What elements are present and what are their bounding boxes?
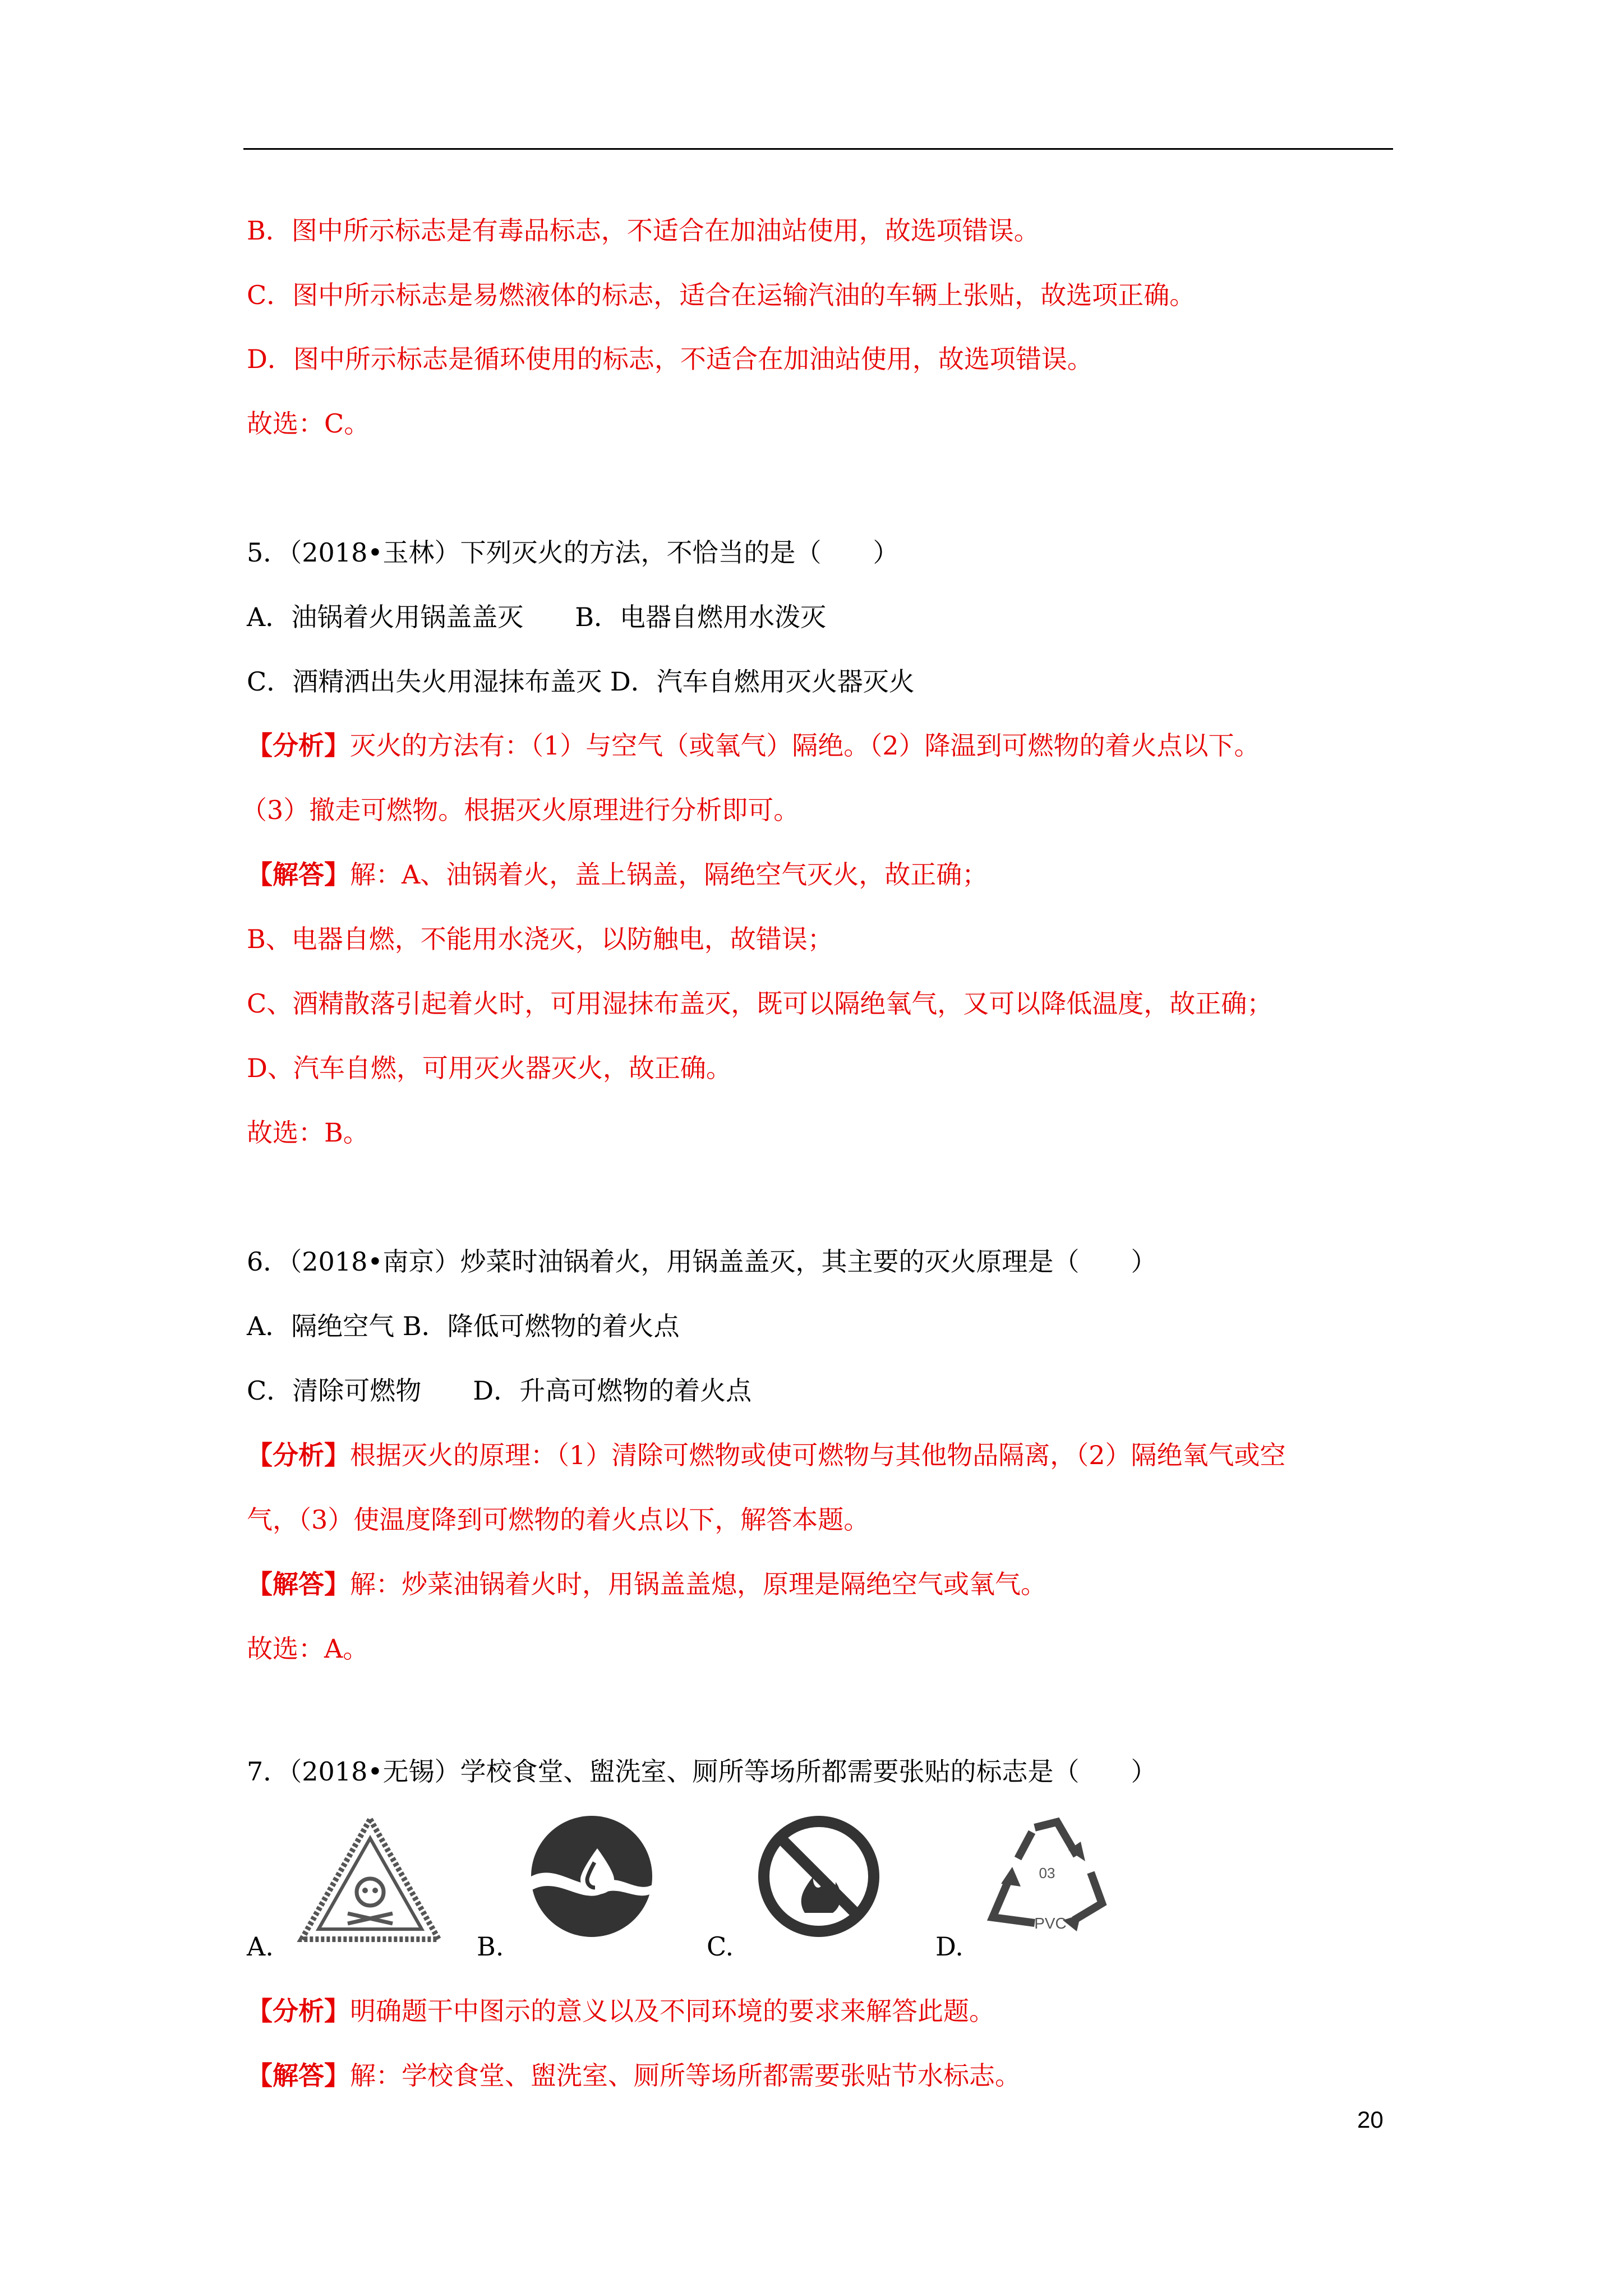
- question-6-analysis: [247, 1438, 1286, 1472]
- analysis-tag: 【分析】: [247, 730, 350, 761]
- text-line: C．图中所示标志是易燃液体的标志，适合在运输汽油的车辆上张贴，故选项正确。: [247, 280, 1196, 310]
- question-6-analysis-cont: 气，（3）使温度降到可燃物的着火点以下，解答本题。: [247, 1504, 870, 1535]
- answer-tag: 【解答】: [247, 2060, 350, 2091]
- analysis-tag: 【分析】: [247, 1996, 350, 2026]
- page-number: 20: [1357, 2106, 1384, 2133]
- question-5-answer: [247, 858, 988, 891]
- question-5-options-ab: A．油锅着火用锅盖盖灭 B．电器自燃用水泼灭: [247, 602, 827, 632]
- question-5-answer-d: D、汽车自燃，可用灭火器灭火，故正确。: [247, 1053, 732, 1083]
- question-6: 6．（2018•南京）炒菜时油锅着火，用锅盖盖灭，其主要的灭火原理是（ ）: [247, 1246, 1157, 1277]
- question-6-answer: [247, 1567, 1046, 1601]
- header-rule: [243, 148, 1393, 150]
- water-saving-icon: [524, 1809, 659, 1944]
- text-line: 故选：C。: [247, 408, 370, 439]
- question-5-choice: 故选：B。: [247, 1117, 369, 1148]
- analysis-text: 根据灭火的原理：（1）清除可燃物或使可燃物与其他物品隔离，（2）隔绝氧气或空: [350, 1440, 1286, 1470]
- option-b-label: B.: [477, 1931, 504, 1962]
- answer-tag: 【解答】: [247, 1569, 350, 1599]
- option-a-label: A.: [247, 1931, 274, 1962]
- answer-tag: 【解答】: [247, 859, 350, 890]
- question-5-answer-c: C、酒精散落引起着火时，可用湿抹布盖灭，既可以隔绝氧气，又可以降低温度，故正确；: [247, 988, 1273, 1019]
- analysis-text: 明确题干中图示的意义以及不同环境的要求来解答此题。: [350, 1996, 995, 2026]
- question-5-analysis-cont: （3）撤走可燃物。根据灭火原理进行分析即可。: [241, 795, 800, 825]
- question-5-analysis: [247, 729, 1260, 762]
- question-6-options-ab: A．隔绝空气 B．降低可燃物的着火点: [247, 1311, 680, 1341]
- text-line: B．图中所示标志是有毒品标志，不适合在加油站使用，故选项错误。: [247, 215, 1040, 246]
- answer-text: 解：A、油锅着火，盖上锅盖，隔绝空气灭火，故正确；: [350, 859, 988, 890]
- analysis-text: 灭火的方法有：（1）与空气（或氧气）隔绝。（2）降温到可燃物的着火点以下。: [350, 730, 1260, 761]
- recycle-pvc-icon: [979, 1805, 1113, 1940]
- question-6-choice: 故选：A。: [247, 1634, 369, 1664]
- question-5-options-cd: C．酒精洒出失火用湿抹布盖灭 D．汽车自燃用灭火器灭火: [247, 666, 915, 697]
- recycle-code-label: 03: [1039, 1865, 1055, 1881]
- question-7: 7．（2018•无锡）学校食堂、盥洗室、厕所等场所都需要张贴的标志是（ ）: [247, 1756, 1157, 1787]
- option-c-label: C.: [707, 1931, 734, 1962]
- option-d-label: D.: [935, 1931, 963, 1962]
- question-6-options-cd: C．清除可燃物 D．升高可燃物的着火点: [247, 1375, 752, 1406]
- recycle-material-label: PVC: [1034, 1915, 1067, 1932]
- text-line: D．图中所示标志是循环使用的标志，不适合在加油站使用，故选项错误。: [247, 344, 1093, 374]
- question-5-answer-b: B、电器自燃，不能用水浇灭，以防触电，故错误；: [247, 924, 833, 954]
- answer-text: 解：炒菜油锅着火时，用锅盖盖熄，原理是隔绝空气或氧气。: [350, 1569, 1046, 1599]
- question-5: 5．（2018•玉林）下列灭火的方法，不恰当的是（ ）: [247, 537, 899, 568]
- toxic-warning-icon: [292, 1809, 449, 1949]
- question-7-analysis: [247, 1994, 995, 2028]
- no-fire-icon: [751, 1809, 886, 1944]
- question-7-answer: [247, 2059, 1021, 2092]
- analysis-tag: 【分析】: [247, 1440, 350, 1470]
- answer-text: 解：学校食堂、盥洗室、厕所等场所都需要张贴节水标志。: [350, 2060, 1021, 2091]
